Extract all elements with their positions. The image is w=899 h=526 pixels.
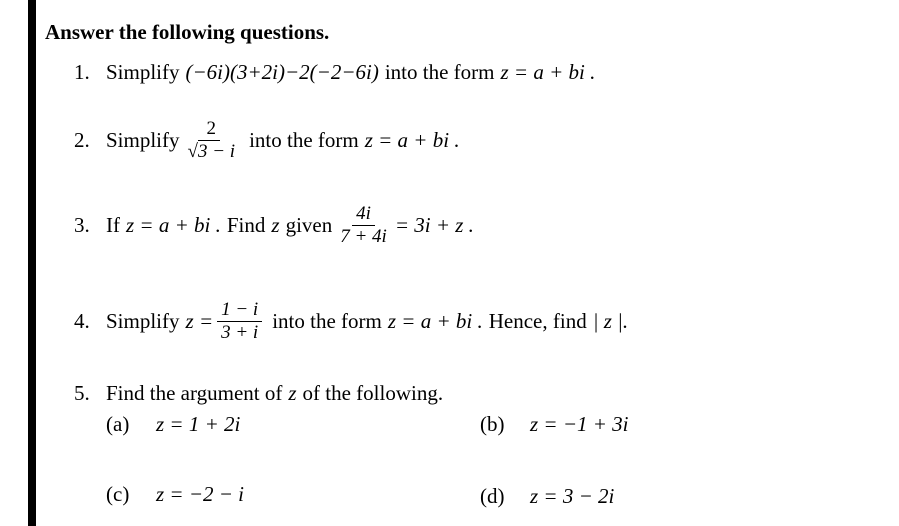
fraction xyxy=(184,118,240,163)
hence-text: Hence, find xyxy=(488,308,587,333)
denominator-rest: − i xyxy=(207,140,236,162)
condition: z = a + bi . xyxy=(126,212,221,237)
part-c xyxy=(106,482,244,507)
part-label: (d) xyxy=(480,484,505,508)
question-4 xyxy=(74,299,628,344)
question-number: 3. xyxy=(74,212,90,237)
sqrt-radicand: 3 xyxy=(197,140,208,162)
question-number: 1. xyxy=(74,60,90,84)
fraction-numerator: 4i xyxy=(352,203,375,226)
variable: z xyxy=(288,381,297,405)
part-expression: z = −2 − i xyxy=(156,482,245,506)
question-tail: into the form xyxy=(272,308,382,333)
part-label: (b) xyxy=(480,412,505,436)
fraction-denominator xyxy=(184,141,240,163)
question-tail: into the form xyxy=(384,60,495,84)
part-d xyxy=(480,484,614,509)
question-5 xyxy=(74,381,443,406)
part-expression: z = 1 + 2i xyxy=(156,412,241,436)
fraction-numerator: 2 xyxy=(203,118,221,141)
question-tail: into the form xyxy=(249,127,359,152)
question-1 xyxy=(74,60,595,85)
sqrt-symbol: √ xyxy=(187,140,198,162)
target-form: z = a + bi . xyxy=(500,60,596,84)
question-text: Simplify xyxy=(106,127,180,152)
equation-lhs: z = xyxy=(185,308,214,333)
question-text-tail: of the following. xyxy=(302,381,444,405)
question-text: Find the argument of xyxy=(106,381,283,405)
target-form: z = a + bi . xyxy=(364,127,460,152)
find-word: Find xyxy=(226,212,266,237)
expression: (−6i)(3+2i)−2(−2−6i) xyxy=(185,60,379,84)
question-text: Simplify xyxy=(106,308,180,333)
question-text: Simplify xyxy=(106,60,180,84)
equation-rhs: = 3i + z . xyxy=(394,212,474,237)
question-number: 4. xyxy=(74,308,90,333)
fraction-denominator: 7 + 4i xyxy=(340,225,387,247)
part-a xyxy=(106,412,240,437)
variable: z xyxy=(271,212,280,237)
left-margin-bar xyxy=(28,0,36,526)
part-expression: z = 3 − 2i xyxy=(530,484,615,508)
fraction-denominator: 3 + i xyxy=(221,321,259,343)
worksheet-heading: Answer the following questions. xyxy=(45,20,330,44)
target-form: z = a + bi . xyxy=(387,308,483,333)
given-word: given xyxy=(285,212,333,237)
fraction xyxy=(217,299,262,344)
part-label: (a) xyxy=(106,412,130,436)
question-text: If xyxy=(106,212,120,237)
part-label: (c) xyxy=(106,482,130,506)
question-3 xyxy=(74,203,474,248)
part-expression: z = −1 + 3i xyxy=(530,412,629,436)
modulus: | z |. xyxy=(592,308,629,333)
fraction-numerator: 1 − i xyxy=(217,299,262,322)
question-number: 2. xyxy=(74,127,90,152)
fraction xyxy=(336,203,391,248)
question-number: 5. xyxy=(74,381,90,405)
part-b xyxy=(480,412,629,437)
question-2 xyxy=(74,118,460,163)
